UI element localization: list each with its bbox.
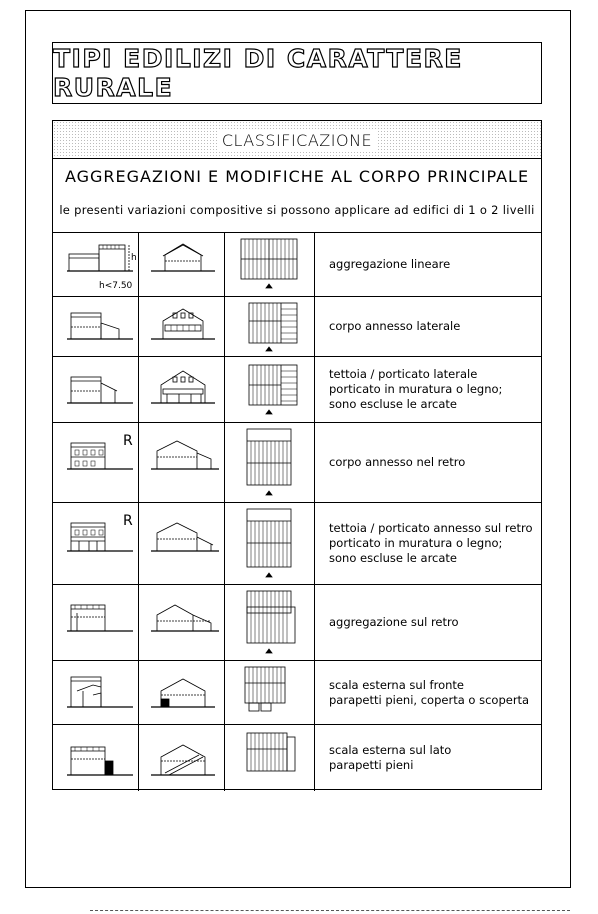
side-elevation-drawing (139, 357, 225, 422)
front-elevation-drawing (53, 233, 139, 296)
front-elevation-drawing (53, 297, 139, 356)
section-title: CLASSIFICAZIONE (218, 131, 376, 150)
plan-drawing (225, 585, 315, 660)
description-line: corpo annesso nel retro (329, 455, 466, 469)
front-elevation-drawing (53, 423, 139, 502)
side-elevation-drawing (139, 297, 225, 356)
table-row (53, 661, 541, 725)
table-row (53, 725, 541, 791)
bottom-rule (90, 910, 570, 911)
classification-table (52, 120, 542, 790)
side-elevation-drawing (139, 503, 225, 584)
description-line: porticato in muratura o legno; (329, 382, 503, 396)
description-line: parapetti pieni, coperta o scoperta (329, 692, 530, 707)
table-row (53, 585, 541, 661)
table-row (53, 423, 541, 503)
description-line: sono escluse le arcate (329, 551, 458, 565)
side-elevation-drawing (139, 661, 225, 724)
table-row (53, 297, 541, 357)
title-box (52, 42, 542, 104)
table-row (53, 233, 541, 297)
plan-drawing (225, 725, 315, 791)
front-elevation-drawing (53, 357, 139, 422)
description-cell (315, 585, 543, 660)
front-elevation-drawing (53, 503, 139, 584)
side-elevation-drawing (139, 423, 225, 502)
height-limit-label: h<7.50 (99, 281, 133, 291)
front-elevation-drawing (53, 585, 139, 660)
description-cell (315, 233, 543, 296)
front-elevation-drawing (53, 725, 139, 791)
description-cell (315, 357, 543, 422)
plan-drawing (225, 357, 315, 422)
description-line: parapetti pieni (329, 758, 414, 772)
description-cell (315, 297, 543, 356)
table-row (53, 503, 541, 585)
plan-drawing (225, 233, 315, 296)
description-line: porticato in muratura o legno; (329, 536, 503, 550)
description-line: scala esterna sul lato (329, 743, 452, 757)
description-line: scala esterna sul fronte (329, 677, 464, 692)
side-elevation-drawing (139, 233, 225, 296)
section-header (53, 121, 541, 159)
description-cell (315, 725, 543, 791)
height-label: h (131, 253, 137, 263)
plan-drawing (225, 423, 315, 502)
description-line: tettoia / porticato laterale (329, 367, 478, 381)
page-title: TIPI EDILIZI DI CARATTERE RURALE (53, 44, 463, 102)
front-elevation-drawing (53, 661, 139, 724)
description-cell (315, 423, 543, 502)
description-line: aggregazione sul retro (329, 615, 459, 629)
plan-drawing (225, 297, 315, 356)
rear-label: R (123, 513, 133, 529)
note: le presenti variazioni compositive si possono applicare ad edifici di 1 o 2 livelli (59, 203, 535, 217)
plan-drawing (225, 503, 315, 584)
subtitle-header (53, 159, 541, 233)
subtitle: AGGREGAZIONI E MODIFICHE AL CORPO PRINCIPALE (64, 167, 530, 186)
plan-drawing (225, 661, 315, 724)
description-line: sono escluse le arcate (329, 397, 458, 411)
description-line: tettoia / porticato annesso sul retro (329, 521, 533, 535)
description-cell (315, 661, 543, 724)
rear-label: R (123, 433, 133, 449)
description-cell (315, 503, 543, 584)
description-line: aggregazione lineare (329, 257, 451, 271)
side-elevation-drawing (139, 725, 225, 791)
side-elevation-drawing (139, 585, 225, 660)
description-line: corpo annesso laterale (329, 319, 461, 333)
table-row (53, 357, 541, 423)
